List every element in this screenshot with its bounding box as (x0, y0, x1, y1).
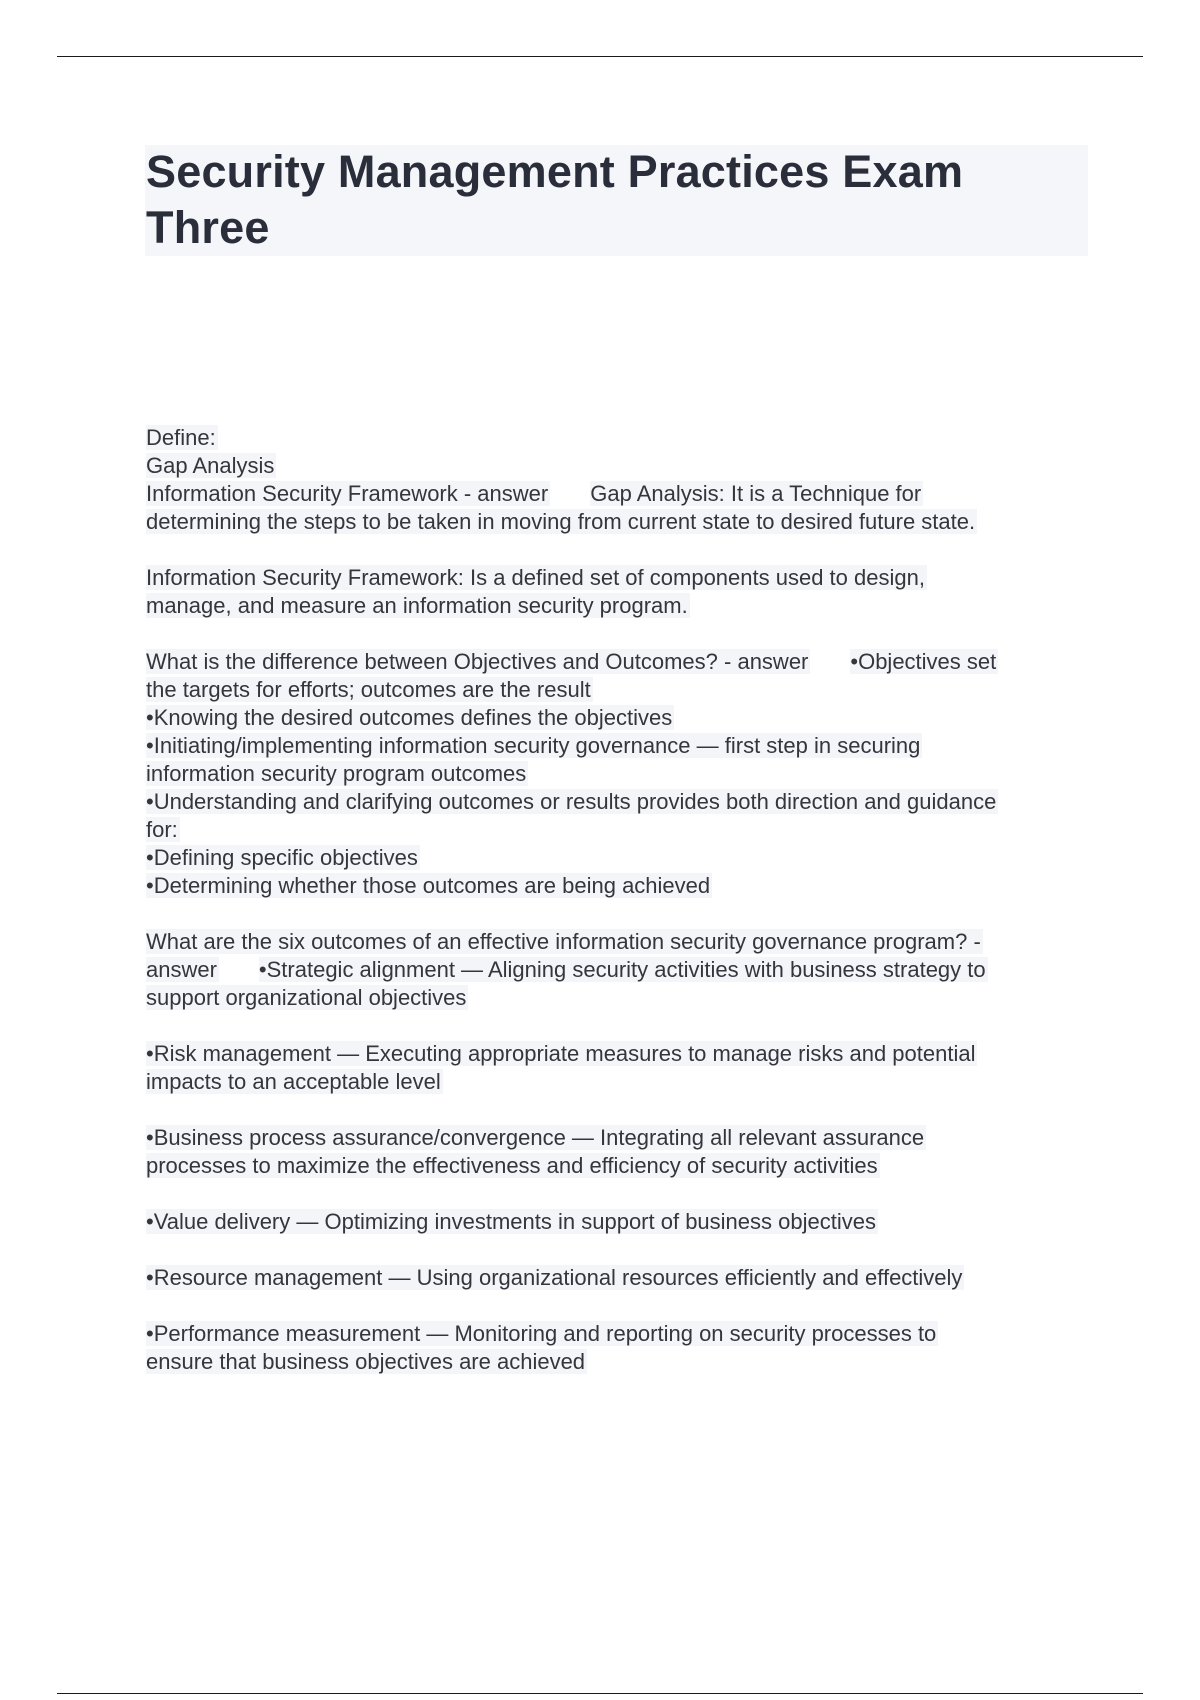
question-line: Information Security Framework - answer Gap Analysis: It is a Technique for (146, 481, 922, 506)
answer-line: processes to maximize the effectiveness and efficiency of security activities (146, 1153, 878, 1178)
answer-line: manage, and measure an information security program. (146, 593, 688, 618)
answer-line: •Risk management — Executing appropriate measures to manage risks and potential (146, 1041, 976, 1066)
qa-block-six-outcomes (146, 928, 1106, 1376)
question-line: Define: (146, 425, 216, 450)
question-line: What is the difference between Objectives and Outcomes? - answer •Objectives set (146, 649, 997, 674)
bottom-divider (57, 1693, 1143, 1694)
answer-line: the targets for efforts; outcomes are the result (146, 677, 591, 702)
answer-line: determining the steps to be taken in moving from current state to desired future state. (146, 509, 976, 534)
question-line: Gap Analysis (146, 453, 275, 478)
answer-line: •Determining whether those outcomes are being achieved (146, 873, 711, 898)
answer-line: •Defining specific objectives (146, 845, 418, 870)
answer-line: information security program outcomes (146, 761, 527, 786)
title-line: Three (146, 202, 270, 253)
answer-line: ensure that business objectives are achieved (146, 1349, 586, 1374)
answer-line: support organizational objectives (146, 985, 467, 1010)
question-line: What are the six outcomes of an effective information security governance program? - (146, 929, 981, 954)
answer-text: Gap Analysis: It is a Technique for (590, 481, 922, 506)
answer-text: •Strategic alignment — Aligning security activities with business strategy to (258, 957, 986, 982)
answer-line: •Performance measurement — Monitoring and reporting on security processes to (146, 1321, 937, 1346)
page-title (146, 144, 1076, 256)
answer-line: •Initiating/implementing information security governance — first step in securing (146, 733, 921, 758)
answer-line: impacts to an acceptable level (146, 1069, 441, 1094)
answer-line: Information Security Framework: Is a defined set of components used to design, (146, 565, 925, 590)
answer-line: •Value delivery — Optimizing investments in support of business objectives (146, 1209, 876, 1234)
answer-line: for: (146, 817, 178, 842)
answer-line: •Understanding and clarifying outcomes or results provides both direction and guidance (146, 789, 997, 814)
title-line: Security Management Practices Exam (146, 146, 964, 197)
document-body (146, 424, 1106, 1376)
question-line: answer •Strategic alignment — Aligning security activities with business strategy to (146, 957, 986, 982)
qa-block-gap-analysis (146, 424, 1106, 620)
answer-line: •Business process assurance/convergence — Integrating all relevant assurance (146, 1125, 925, 1150)
top-divider (57, 56, 1143, 57)
answer-line: •Knowing the desired outcomes defines the objectives (146, 705, 673, 730)
answer-line: •Resource management — Using organizational resources efficiently and effectively (146, 1265, 963, 1290)
answer-text: •Objectives set (850, 649, 997, 674)
qa-block-objectives-outcomes (146, 648, 1106, 900)
